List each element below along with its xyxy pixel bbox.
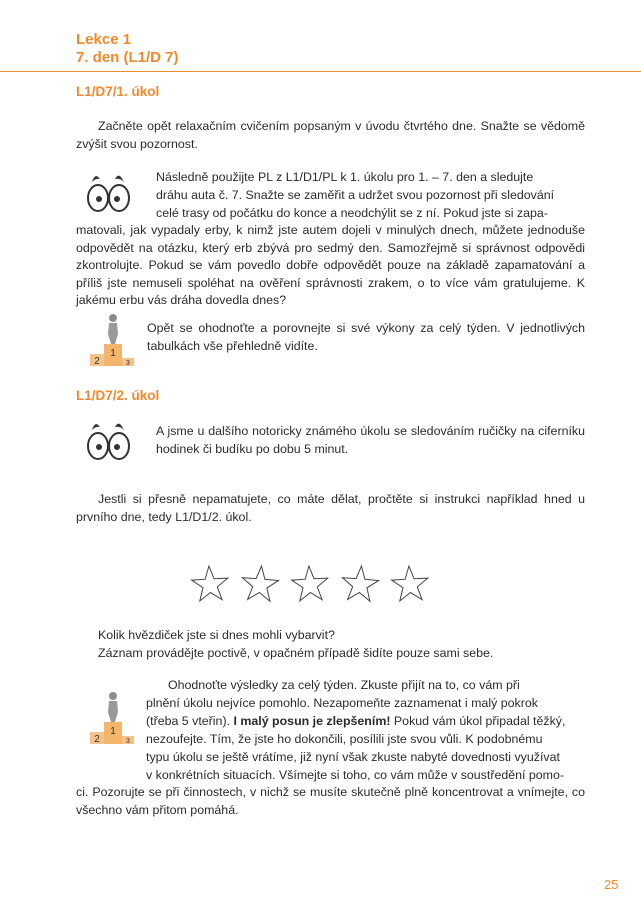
final-line-6: v konkrétních situacích. Všímejte si toho, co vám může v soustředění pomo- [146,768,565,782]
star-2 [243,566,279,601]
stars-note: Záznam provádějte poctivě, v opačném případě šidíte pouze sami sebe. [98,646,494,660]
emphasis-text: I malý posun je zlepšením! [233,714,391,728]
final-line-1: Ohodnoťte výsledky za celý týden. Zkuste přijít na to, co vám při [168,678,520,692]
section-2-title: L1/D7/2. úkol [76,388,160,403]
podium-second-label: 2 [94,734,100,745]
podium-third-label: 3 [126,738,130,745]
star-4 [343,566,379,601]
star-1 [192,566,228,601]
header-divider [0,71,641,72]
stars-question: Kolik hvězdiček jste si dnes mohli vybarvit? [98,628,335,642]
final-rest: ci. Pozorujte se při činnostech, v nichž se musíte skutečně plně koncentrovat a vnímejte, co všechno vám přitom pomáhá. [76,785,585,817]
section-1-eyes-rest: matovali, jak vypadaly erby, k nimž jste autem dojeli v minulých dnech, můžete jednoduše odpovědět na otázku, který erb zbývá pro sedmý den. Samozřejmě si správnost odpovědi zkontrolujte. Pokud se vám povedlo dobře odpovědět pouze na základě zapamatování a příliš jste nemuseli spoléhat na ověření správnosti zrakem, o to více vám gratulujeme. K jakému erbu vás dráha dovedla dnes? [76,223,585,308]
eyes-icon [84,168,136,214]
star-3 [292,566,328,601]
day-label: 7. den (L1/D 7) [76,49,179,66]
podium-third-label: 3 [126,360,130,367]
final-line-3a: (třeba 5 vteřin). [146,714,234,728]
eyes-icon [84,416,136,462]
section-1-podium-text: Opět se ohodnoťte a porovnejte si své výkony za celý týden. V jednotlivých tabulkách vše přehledně vidíte. [147,321,585,353]
final-line-4: nezoufejte. Tím, že jste ho dokončili, posílili jste svou vůli. K podobnému [146,732,543,746]
final-line-3c: Pokud vám úkol připadal těžký, [390,714,566,728]
section-1-eyes-line-1: Následně použijte PL z L1/D1/PL k 1. úkolu pro 1. – 7. den a sledujte [156,170,534,184]
section-1-eyes-line-3: celé trasy od počátku do konce a neodchýlit se z ní. Pokud jste si zapa- [156,206,548,220]
final-line-5: typu úkolu se ještě vrátíme, již nyní však zkuste nabyté dovednosti využívat [146,750,560,764]
section-1-eyes-line-2: dráhu auta č. 7. Snažte se zaměřit a udržet svou pozornost při sledování [156,188,555,202]
lesson-title [76,31,179,67]
podium-second-label: 2 [94,356,100,367]
lesson-label: Lekce 1 [76,31,132,48]
section-2-eyes-text: A jsme u dalšího notoricky známého úkolu se sledováním ručičky na ciferníku hodinek či budíku po dobu 5 minut. [156,424,585,456]
podium-icon [88,690,138,746]
podium-first-label: 1 [110,726,116,737]
section-1-title: L1/D7/1. úkol [76,84,160,99]
section-1-intro: Začněte opět relaxačním cvičením popsaným v úvodu čtvrtého dne. Snažte se vědomě zvýšit svou pozornost. [76,119,585,151]
podium-first-label: 1 [110,348,116,359]
podium-icon [88,312,138,368]
final-line-2: plnění úkolu nejvíce pomohlo. Nezapomeňte zaznamenat i malý pokrok [146,696,538,710]
star-5 [392,566,428,601]
final-line-3 [146,713,585,731]
rating-stars [188,562,438,606]
page-number: 25 [604,877,619,892]
section-2-instructions: Jestli si přesně nepamatujete, co máte dělat, pročtěte si instrukci například hned u prvního dne, tedy L1/D1/2. úkol. [76,492,585,524]
